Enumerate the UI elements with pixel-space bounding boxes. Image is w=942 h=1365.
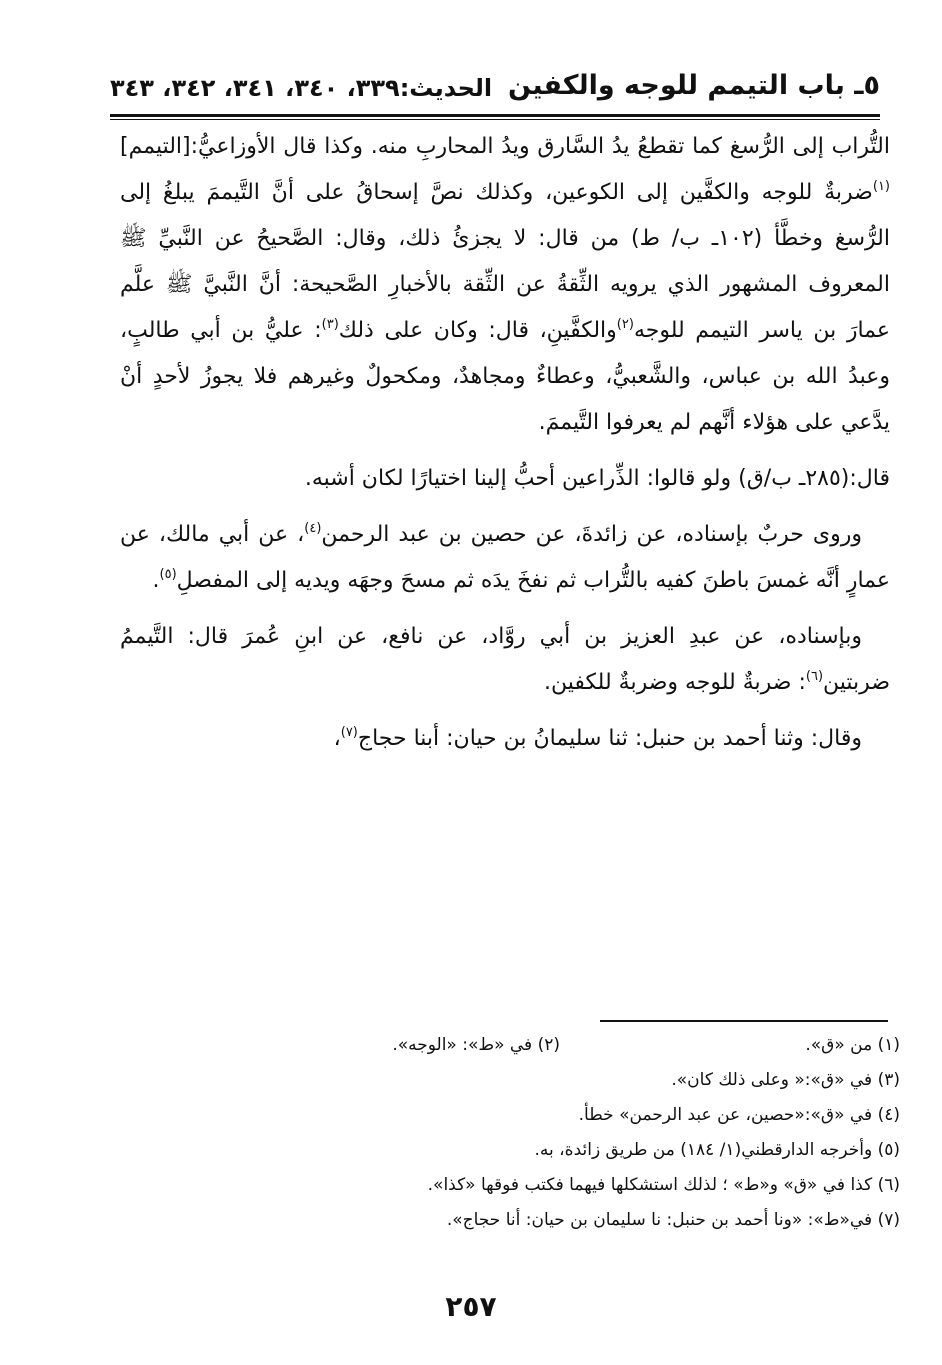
text-segment: وروى حربٌ بإسناده، عن زائدةَ، عن حصين بن عبد الرحمن — [321, 522, 862, 547]
paragraph-5 — [120, 716, 890, 762]
text-segment: والكفَّينِ، قال: وكان على ذلك — [338, 318, 617, 343]
footnote-marker: (٧) — [340, 725, 358, 740]
text-segment: . — [152, 568, 160, 593]
footnote-divider — [600, 1020, 888, 1022]
footnote-row — [150, 1098, 900, 1133]
footnote-marker: (٥) — [159, 567, 177, 582]
hadith-numbers: الحديث:٣٣٩، ٣٤٠، ٣٤١، ٣٤٢، ٣٤٣ — [110, 74, 493, 102]
text-segment: التُّراب إلى الرُّسغ كما تقطعُ يدُ السَّارق ويدُ المحاربِ منه. وكذا قال الأوزاعيُّ:[التيمم] — [120, 134, 890, 159]
text-segment: : ضربةٌ للوجه وضربةٌ للكفين. — [544, 670, 806, 695]
footnote-6: (٦) كذا في «ق» و«ط» ؛ لذلك استشكلها فيهما فكتب فوقها «كذا». — [427, 1175, 900, 1195]
footnote-row — [150, 1203, 900, 1238]
footnote-5: (٥) وأخرجه الدارقطني(١/ ١٨٤) من طريق زائدة، به. — [534, 1140, 900, 1160]
footnotes — [150, 1028, 900, 1238]
footnote-7: (٧) في«ط»: «ونا أحمد بن حنبل: نا سليمان بن حيان: أنا حجاج». — [446, 1210, 900, 1230]
paragraph-3 — [120, 512, 890, 604]
main-text — [120, 124, 890, 762]
chapter-title: ٥ـ باب التيمم للوجه والكفين — [508, 70, 880, 101]
text-segment: وقال: وثنا أحمد بن حنبل: ثنا سليمانُ بن حيان: أبنا حجاج — [357, 726, 862, 751]
text-segment: قال:(٢٨٥ـ ب/ق) ولو قالوا: الذِّراعين أحبُّ إلينا اختيارًا لكان أشبه. — [304, 466, 890, 491]
footnote-marker: (٤) — [304, 521, 322, 536]
footnote-3: (٣) في «ق»:« وعلى ذلك كان». — [671, 1070, 900, 1090]
header-divider-thin — [110, 119, 880, 120]
footnote-marker: (١) — [872, 179, 890, 194]
footnote-2: (٢) في «ط»: «الوجه». — [392, 1035, 560, 1055]
text-segment: وبإسناده، عن عبدِ العزيز بن أبي روَّاد، عن نافع، عن ابنِ عُمرَ قال: التَّيممُ ضربتين — [120, 624, 890, 695]
text-segment: ، — [333, 726, 341, 751]
footnote-row — [150, 1168, 900, 1203]
text-segment: ، عن أبي مالك، عن عمارٍ أنَّه غمسَ باطنَ كفيه بالتُّراب ثم نفخَ يدَه ثم مسحَ وجهَه ويديه إلى المفصلِ — [120, 522, 890, 593]
footnote-4: (٤) في «ق»:«حصين، عن عبد الرحمن» خطأ. — [578, 1105, 900, 1125]
footnote-marker: (٣) — [321, 317, 339, 332]
footnote-1: (١) من «ق». — [805, 1035, 900, 1055]
footnote-marker: (٢) — [616, 317, 634, 332]
footnote-row — [150, 1063, 900, 1098]
text-segment: : عليُّ بن أبي طالبٍ، وعبدُ الله بن عباس، والشَّعبيُّ، وعطاءٌ ومجاهدٌ، ومكحولٌ وغيرهم فلا يجوزُ لأحدٍ أنْ يدَّعي على هؤلاء أنَّهم لم يعرفوا التَّيممَ. — [120, 318, 890, 435]
running-header — [110, 66, 880, 110]
paragraph-1 — [120, 124, 890, 446]
footnote-row — [150, 1028, 900, 1063]
paragraph-2 — [120, 456, 890, 502]
footnote-marker: (٦) — [805, 669, 824, 684]
footnote-row — [150, 1133, 900, 1168]
paragraph-4 — [120, 614, 890, 706]
page-number: ٢٥٧ — [445, 1290, 497, 1323]
text-segment: ضربةٌ للوجه والكفَّين إلى الكوعين، وكذلك نصَّ إسحاقُ على أنَّ التَّيممَ يبلغُ إلى الرُّسغ وخطَّأ (١٠٢ـ ب/ ط) من قال: لا يجزئُ ذلك، وقال: الصَّحيحُ عن النَّبيِّ ﷺ المعروف المشهور الذي يرويه الثِّقةُ عن الثِّقة بالأخبارِ الصَّحيحة: أنَّ النَّبيَّ ﷺ علَّم عمارَ بن ياسر التيمم للوجه — [120, 180, 890, 343]
header-divider — [110, 114, 880, 117]
